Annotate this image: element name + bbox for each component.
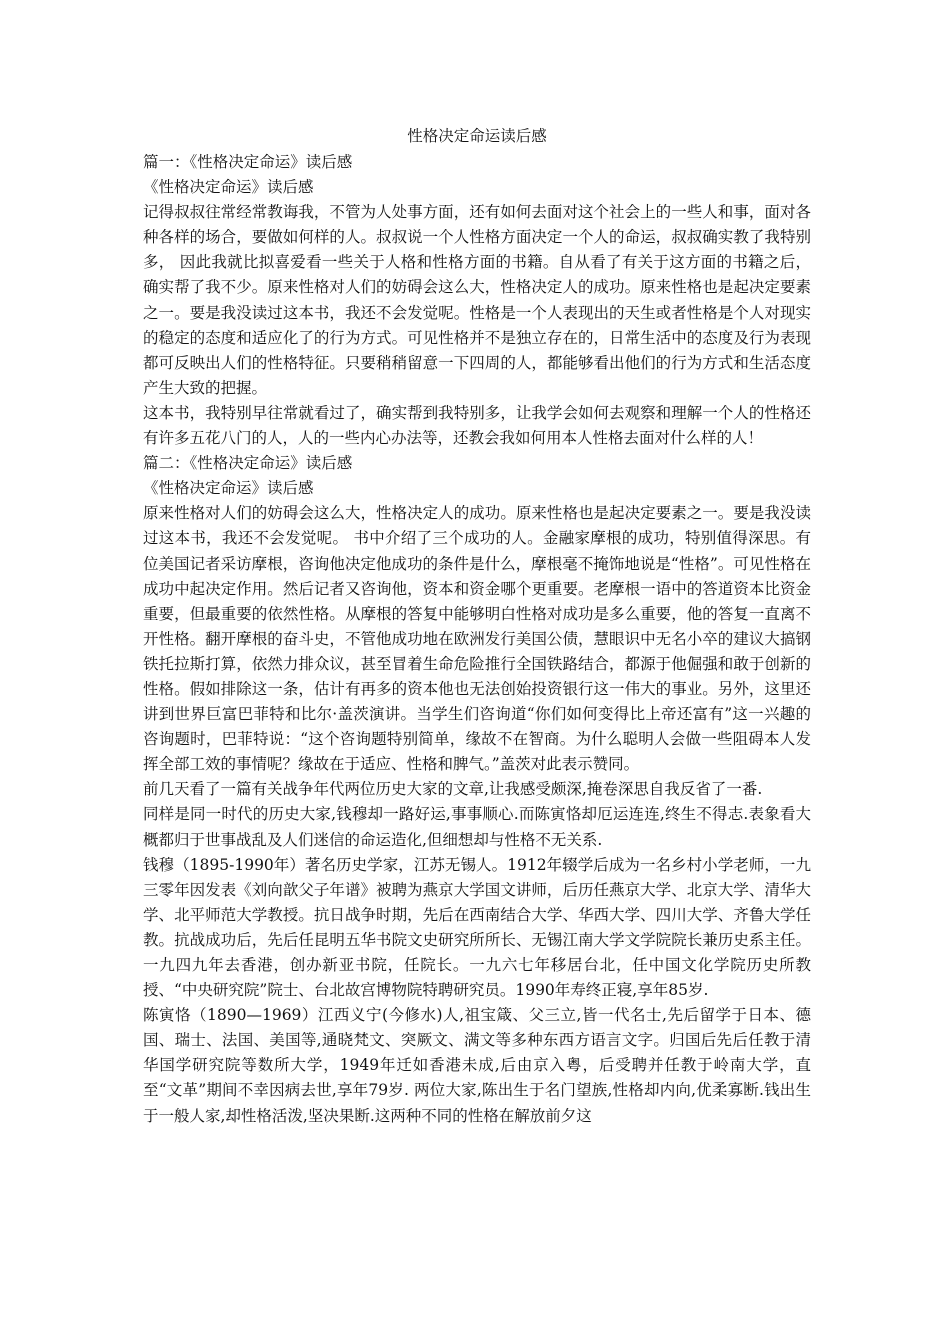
paragraph-book-title-two: 《性格决定命运》读后感 [143, 479, 314, 498]
document-title: 性格决定命运读后感 [407, 127, 547, 145]
paragraph-body-one: 记得叔叔往常经常教诲我，不管为人处事方面，还有如何去面对这个社会上的一些人和事，面对各种各样的场合，要做如何样的人。叔叔说一个人性格方面决定一个人的命运，叔叔确实教了我特别多， 因此我就比拟喜爱看一些关于人格和性格方面的书籍。自从看了有关于这方面的书籍之后，确实帮了我不少。原来性格对人们的妨碍会这么大，性格决定人的成功。原来性格也是起决定要素之一。要是我没读过这本书，我还不会发觉呢。性格是一个人表现出的天生或者性格是个人对现实的稳定的态度和适应化了的行为方式。可见性格并不是独立存在的，日常生活中的态度及行为表现都可反映出人们的性格特征。只要稍稍留意一下四周的人，都能够看出他们的行为方式和生活态度产生大致的把握。 [143, 203, 811, 397]
paragraph-part-two-heading: 篇二：《性格决定命运》读后感 [143, 454, 353, 473]
paragraph-qian-mu-bio: 钱穆（1895-1990年）著名历史学家，江苏无锡人。1912年辍学后成为一名乡村小学老师，一九三零年因发表《刘向歆父子年谱》被聘为燕京大学国文讲师，后历任燕京大学、北京大学、清华大学、北平师范大学教授。抗日战争时期，先后在西南结合大学、华西大学、四川大学、齐鲁大学任教。抗战成功后，先后任昆明五华书院文史研究所所长、无锡江南大学文学院院长兼历史系主任。一九四九年去香港，创办新亚书院，任院长。一九六七年移居台北，任中国文化学院历史所教授、“中央研究院”院士、台北故宫博物院特聘研究员。1990年寿终正寝,享年85岁. [143, 855, 811, 1000]
paragraph-body-five: 同样是同一时代的历史大家,钱穆却一路好运,事事顺心.而陈寅恪却厄运连连,终生不得志.表象看大概都归于世事战乱及人们迷信的命运造化,但细想却与性格不无关系. [143, 805, 811, 849]
paragraph-body-three: 原来性格对人们的妨碍会这么大，性格决定人的成功。原来性格也是起决定要素之一。要是我没读过这本书，我还不会发觉呢。 书中介绍了三个成功的人。金融家摩根的成功，特别值得深思。有位美国记者采访摩根，咨询他决定他成功的条件是什么，摩根毫不掩饰地说是“性格”。可见性格在成功中起决定作用。然后记者又咨询他，资本和资金哪个更重要。老摩根一语中的答道资本比资金重要，但最重要的依然性格。从摩根的答复中能够明白性格对成功是多么重要，他的答复一直离不开性格。翻开摩根的奋斗史，不管他成功地在欧洲发行美国公债，慧眼识中无名小卒的建议大搞钢铁托拉斯打算，依然力排众议，甚至冒着生命危险推行全国铁路结合，都源于他倔强和敢于创新的性格。假如排除这一条，估计有再多的资本他也无法创始投资银行这一伟大的事业。另外，这里还讲到世界巨富巴菲特和比尔·盖茨演讲。当学生们咨询道“你们如何变得比上帝还富有”这一兴趣的咨询题时，巴菲特说：“这个咨询题特别简单，缘故不在智商。为什么聪明人会做一些阻碍本人发挥全部工效的事情呢？缘故在于适应、性格和脾气。”盖茨对此表示赞同。 [143, 504, 811, 774]
paragraph-body-four: 前几天看了一篇有关战争年代两位历史大家的文章,让我感受颇深,掩卷深思自我反省了一番. [143, 780, 763, 799]
paragraph-body-two: 这本书，我特别早往常就看过了，确实帮到我特别多，让我学会如何去观察和理解一个人的性格还有许多五花八门的人，人的一些内心办法等，还教会我如何用本人性格去面对什么样的人！ [143, 403, 811, 448]
paragraph-chen-yinke-bio: 陈寅恪（1890—1969）江西义宁(今修水)人,祖宝箴、父三立,皆一代名士,先后留学于日本、德国、瑞士、法国、美国等,通晓梵文、突厥文、满文等多种东西方语言文字。归国后先后任教于清华国学研究院等数所大学，1949年迁如香港未成,后由京入粤，后受聘并任教于岭南大学，直至“文革”期间不幸因病去世,享年79岁. 两位大家,陈出生于名门望族,性格却内向,优柔寡断.钱出生于一般人家,却性格活泼,坚决果断.这两种不同的性格在解放前夕这 [143, 1006, 811, 1125]
paragraph-book-title-one: 《性格决定命运》读后感 [143, 178, 314, 197]
paragraph-part-one-heading: 篇一：《性格决定命运》读后感 [143, 153, 353, 171]
document-page [143, 124, 811, 1129]
